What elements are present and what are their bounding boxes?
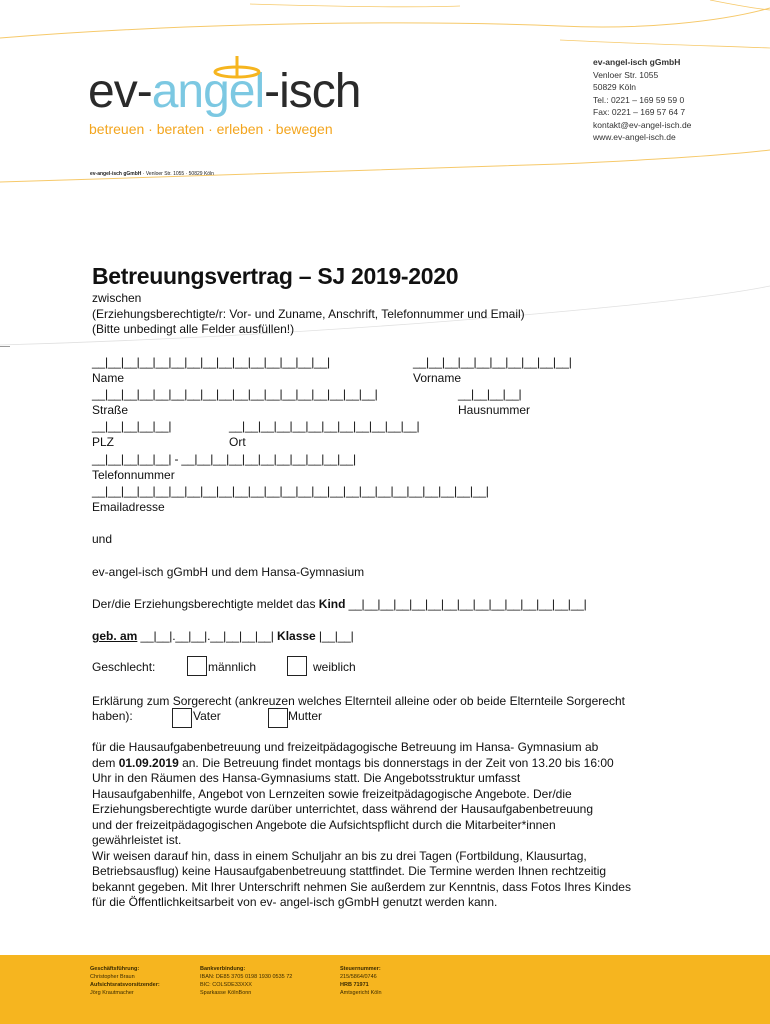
halo-icon	[212, 54, 262, 80]
para-line: bekannt gegeben. Mit Ihrer Unterschrift nehmen Sie außerdem zur Kenntnis, dass Fotos Ihres Kindes	[92, 879, 631, 894]
address-city: 50829 Köln	[593, 82, 637, 92]
sender-company: ev-angel-isch gGmbH	[90, 171, 142, 177]
address-fax: Fax: 0221 – 169 57 64 7	[593, 107, 686, 117]
contract-paragraph	[92, 740, 631, 911]
footer-hrb: HRB 71971	[340, 982, 369, 988]
klasse-label: Klasse	[277, 629, 316, 643]
intro-line3: (Bitte unbedingt alle Felder ausfüllen!)	[92, 322, 295, 336]
strasse-label: Straße	[92, 403, 129, 417]
footer-gf-label: Geschäftsführung:	[90, 966, 140, 972]
hausnummer-field[interactable]: __|__|__|__|	[458, 387, 522, 401]
para-line: gewährleistet ist.	[92, 833, 182, 847]
footer-bank-name: Sparkasse KölnBonn	[200, 990, 252, 996]
para-line: Uhr in den Räumen des Hansa-Gymnasiums statt. Die Angebotsstruktur umfasst	[92, 771, 521, 785]
vorname-field[interactable]: __|__|__|__|__|__|__|__|__|__|	[413, 355, 572, 369]
vater-label: Vater	[193, 709, 221, 723]
footer	[0, 955, 770, 1024]
footer-gf-name: Christopher Braun	[90, 974, 135, 980]
geschlecht-label: Geschlecht:	[92, 660, 156, 674]
logo-part1: ev-	[88, 65, 152, 118]
telefon-field[interactable]: __|__|__|__|__| - __|__|__|__|__|__|__|__|__|__|__|	[92, 452, 356, 466]
tagline: betreuen · beraten · erleben · bewegen	[89, 121, 333, 137]
para-line: für die Hausaufgabenbetreuung und freizeitpädagogische Betreuung im Hansa- Gymnasium ab	[92, 740, 599, 754]
geb-field[interactable]: __|__|.__|__|.__|__|__|__|	[137, 629, 274, 643]
footer-management	[90, 965, 160, 997]
maennlich-label: männlich	[208, 660, 257, 674]
klasse-field[interactable]: |__|__|	[315, 629, 354, 643]
vater-checkbox[interactable]	[172, 708, 192, 728]
logo-part2: angel	[151, 65, 265, 118]
und-text: und	[92, 532, 113, 546]
sender-rest: · Venloer Str. 1055 · 50829 Köln	[141, 171, 214, 177]
footer-iban: IBAN: DE85 3705 0198 1930 0535 72	[200, 974, 293, 980]
hausnummer-label: Hausnummer	[458, 403, 531, 417]
kind-label: Kind	[318, 597, 346, 611]
mutter-checkbox[interactable]	[268, 708, 288, 728]
email-field[interactable]: __|__|__|__|__|__|__|__|__|__|__|__|__|__|__|__|__|__|__|__|__|__|__|__|__|	[92, 484, 489, 498]
sorgerecht-line1: Erklärung zum Sorgerecht (ankreuzen welches Elternteil alleine oder ob beide Elternteile Sorgerecht	[92, 694, 625, 708]
maennlich-checkbox[interactable]	[187, 656, 207, 676]
address-web: www.ev-angel-isch.de	[593, 132, 676, 142]
geb-label: geb. am	[92, 629, 138, 643]
telefon-label: Telefonnummer	[92, 468, 175, 482]
footer-bank-label: Bankverbindung:	[200, 966, 246, 972]
ort-label: Ort	[229, 435, 246, 449]
kind-row	[92, 597, 587, 613]
para-line: für die Öffentlichkeitsarbeit von ev- angel-isch gGmbH genutzt werden kann.	[92, 895, 498, 909]
sorgerecht-line2: haben):	[92, 709, 133, 723]
name-label: Name	[92, 371, 125, 385]
para-line: Wir weisen darauf hin, dass in einem Schuljahr an bis zu drei Tagen (Fortbildung, Klausurtag,	[92, 848, 587, 863]
plz-label: PLZ	[92, 435, 115, 449]
intro-line2: (Erziehungsberechtigte/r: Vor- und Zuname, Anschrift, Telefonnummer und Email)	[92, 306, 525, 321]
vorname-label: Vorname	[413, 371, 462, 385]
para-line: Erziehungsberechtigte wurde darüber unterrichtet, dass während der Hausaufgabenbetreuung	[92, 802, 593, 816]
fold-mark	[0, 346, 10, 347]
intro-text	[92, 291, 525, 338]
party2-text: ev-angel-isch gGmbH und dem Hansa-Gymnasium	[92, 565, 365, 579]
footer-ar-name: Jörg Krautmacher	[90, 990, 134, 996]
mutter-label: Mutter	[288, 709, 323, 723]
logo-part3: -isch	[264, 65, 361, 118]
start-date: 01.09.2019	[118, 755, 179, 770]
weiblich-label: weiblich	[313, 660, 356, 674]
para-line: Hausaufgabenhilfe, Angebot von Lernzeiten sowie freizeitpädagogische Angebote. Der/die	[92, 786, 572, 801]
para-line: dem	[92, 755, 119, 770]
geb-row	[92, 629, 354, 645]
strasse-field[interactable]: __|__|__|__|__|__|__|__|__|__|__|__|__|__|__|__|__|__|	[92, 387, 378, 401]
para-line: und der freizeitpädagogischen Angebote die Aufsichtspflicht durch die Mitarbeiter*innen	[92, 817, 556, 832]
address-tel: Tel.: 0221 – 169 59 59 0	[593, 94, 685, 105]
footer-tax	[340, 965, 382, 997]
footer-bank	[200, 965, 292, 997]
kind-prefix: Der/die Erziehungsberechtigte meldet das	[92, 597, 319, 611]
weiblich-checkbox[interactable]	[287, 656, 307, 676]
footer-bic: BIC: COLSDE33XXX	[200, 982, 252, 988]
footer-gericht: Amtsgericht Köln	[340, 990, 382, 996]
para-line: Betriebsausflug) keine Hausaufgabenbetreuung stattfindet. Die Termine werden Ihnen rechtzeitig	[92, 864, 607, 878]
address-email: kontakt@ev-angel-isch.de	[593, 119, 692, 130]
address-street: Venloer Str. 1055	[593, 69, 659, 80]
plz-field[interactable]: __|__|__|__|__|	[92, 419, 172, 433]
footer-steuer: 215/5864/0746	[340, 974, 377, 980]
footer-steuer-label: Steuernummer:	[340, 966, 381, 972]
address-block	[593, 56, 691, 144]
para-line: an. Die Betreuung findet montags bis donnerstags in der Zeit von 13.20 bis 16:00	[178, 755, 614, 770]
sender-line	[90, 171, 214, 177]
address-company: ev-angel-isch gGmbH	[593, 57, 681, 67]
page-title: Betreuungsvertrag – SJ 2019-2020	[92, 263, 459, 289]
ort-field[interactable]: __|__|__|__|__|__|__|__|__|__|__|__|	[229, 419, 420, 433]
name-field[interactable]: __|__|__|__|__|__|__|__|__|__|__|__|__|__|__|	[92, 355, 330, 369]
footer-ar-label: Aufsichtsratsvorsitzender:	[90, 982, 160, 988]
email-label: Emailadresse	[92, 500, 165, 514]
intro-line1: zwischen	[92, 291, 142, 305]
kind-field[interactable]: __|__|__|__|__|__|__|__|__|__|__|__|__|__|__|	[345, 597, 587, 611]
